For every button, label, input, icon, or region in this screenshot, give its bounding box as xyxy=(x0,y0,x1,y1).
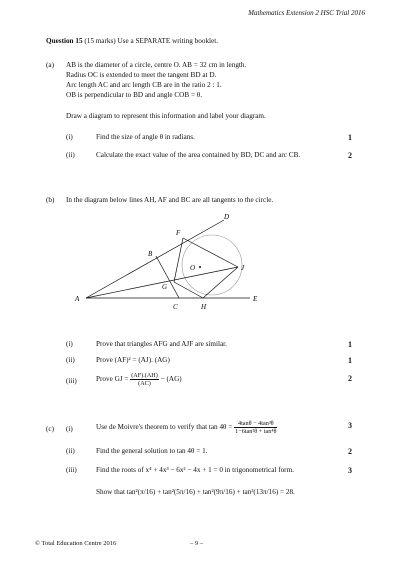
part-c-i-denominator: 1−6tan²θ + tan⁴θ xyxy=(235,428,277,435)
part-a-ii-text: Calculate the exact value of the area contained by BD, DC and arc CB. xyxy=(96,151,301,159)
line-fj xyxy=(183,238,238,267)
part-c-label: (c) xyxy=(46,425,54,433)
point-d-label: D xyxy=(224,213,230,221)
part-c-ii-text: Find the general solution to tan 4θ = 1. xyxy=(96,447,208,455)
line-fg xyxy=(174,238,183,282)
part-a-i-text: Find the size of angle θ in radians. xyxy=(96,133,195,141)
part-b-text: In the diagram below lines AH, AF and BC are all tangents to the circle. xyxy=(66,196,274,204)
part-a-i-label: (i) xyxy=(66,133,73,141)
part-b-ii-text: Prove (AF)² = (AJ). (AG) xyxy=(96,356,170,364)
part-c-i-fraction xyxy=(234,420,277,435)
part-c-iii-text: Find the roots of x⁴ + 4x³ − 6x² − 4x + 1 = 0 in trigonometrical form. xyxy=(96,466,294,474)
point-h-label: H xyxy=(201,303,207,311)
point-c-label: C xyxy=(173,303,178,311)
part-a-line-2: Radius OC is extended to meet the tangent BD at D. xyxy=(66,71,217,79)
part-a-label: (a) xyxy=(46,61,54,69)
part-b-i-text: Prove that triangles AFG and AJF are similar. xyxy=(96,340,227,348)
centre-dot xyxy=(199,266,201,268)
part-b-iii-numerator: (AF).(AH) xyxy=(131,372,158,379)
point-e-label: E xyxy=(253,295,258,303)
point-f-label: F xyxy=(176,229,181,237)
point-o-label: O xyxy=(190,264,196,272)
part-c-iii-marks: 3 xyxy=(348,466,352,475)
part-c-ii-label: (ii) xyxy=(66,447,75,455)
part-b-iii-suffix: − (AG) xyxy=(160,375,182,384)
part-a-ii-marks: 2 xyxy=(348,151,352,160)
line-gh xyxy=(174,282,203,298)
question-instructions: (15 marks) Use a SEPARATE writing booklet. xyxy=(84,37,219,45)
point-j-label: J xyxy=(241,264,245,272)
part-a-ii-label: (ii) xyxy=(66,151,75,159)
part-a-instruction: Draw a diagram to represent this information and label your diagram. xyxy=(66,112,266,120)
part-b-iii-prefix: Prove GJ = xyxy=(96,375,131,384)
part-b-ii-marks: 1 xyxy=(348,356,352,365)
part-b-i-label: (i) xyxy=(66,340,73,348)
part-c-ii-marks: 2 xyxy=(348,447,352,456)
part-b-iii-fraction xyxy=(130,372,159,387)
question-heading xyxy=(46,37,218,45)
line-bc xyxy=(156,256,179,298)
part-b-iii-denominator: (AC) xyxy=(138,380,151,387)
part-c-iii-label: (iii) xyxy=(66,466,77,474)
part-b-ii-label: (ii) xyxy=(66,356,75,364)
page-number: – 9 – xyxy=(190,540,203,547)
part-c-i-text xyxy=(96,420,277,435)
part-c-i-label: (i) xyxy=(66,425,73,433)
part-a-line-1: AB is the diameter of a circle, centre O. AB = 32 cm in length. xyxy=(66,61,247,69)
part-c-i-marks: 3 xyxy=(348,421,352,430)
part-a-i-marks: 1 xyxy=(348,133,352,142)
tangent-circle-diagram xyxy=(60,210,280,320)
footer-copyright: © Total Education Centre 2016 xyxy=(35,540,117,547)
line-jh xyxy=(203,267,238,298)
part-b-iii-text xyxy=(96,372,182,387)
point-b-label: B xyxy=(148,250,153,258)
part-c-i-prefix: Use de Moivre's theorem to verify that tan 4θ = xyxy=(96,423,235,432)
line-ad xyxy=(86,220,224,298)
part-b-label: (b) xyxy=(46,196,55,204)
part-b-iii-label: (iii) xyxy=(66,377,77,385)
part-c-i-numerator: 4tanθ − 4tan³θ xyxy=(234,420,277,428)
part-b-i-marks: 1 xyxy=(348,340,352,349)
question-title: Question 15 xyxy=(46,37,83,45)
part-a-line-4: OB is perpendicular to BD and angle COB = θ. xyxy=(66,91,203,99)
point-a-label: A xyxy=(75,295,80,303)
part-a-line-3: Arc length AC and arc length CB are in the ratio 2 : 1. xyxy=(66,81,222,89)
point-g-label: G xyxy=(162,283,168,291)
part-c-show-that: Show that tan²(π/16) + tan²(5π/16) + tan²(9π/16) + tan²(13π/16) = 28. xyxy=(96,488,295,496)
part-b-iii-marks: 2 xyxy=(348,374,352,383)
page-header: Mathematics Extension 2 HSC Trial 2016 xyxy=(248,9,365,17)
